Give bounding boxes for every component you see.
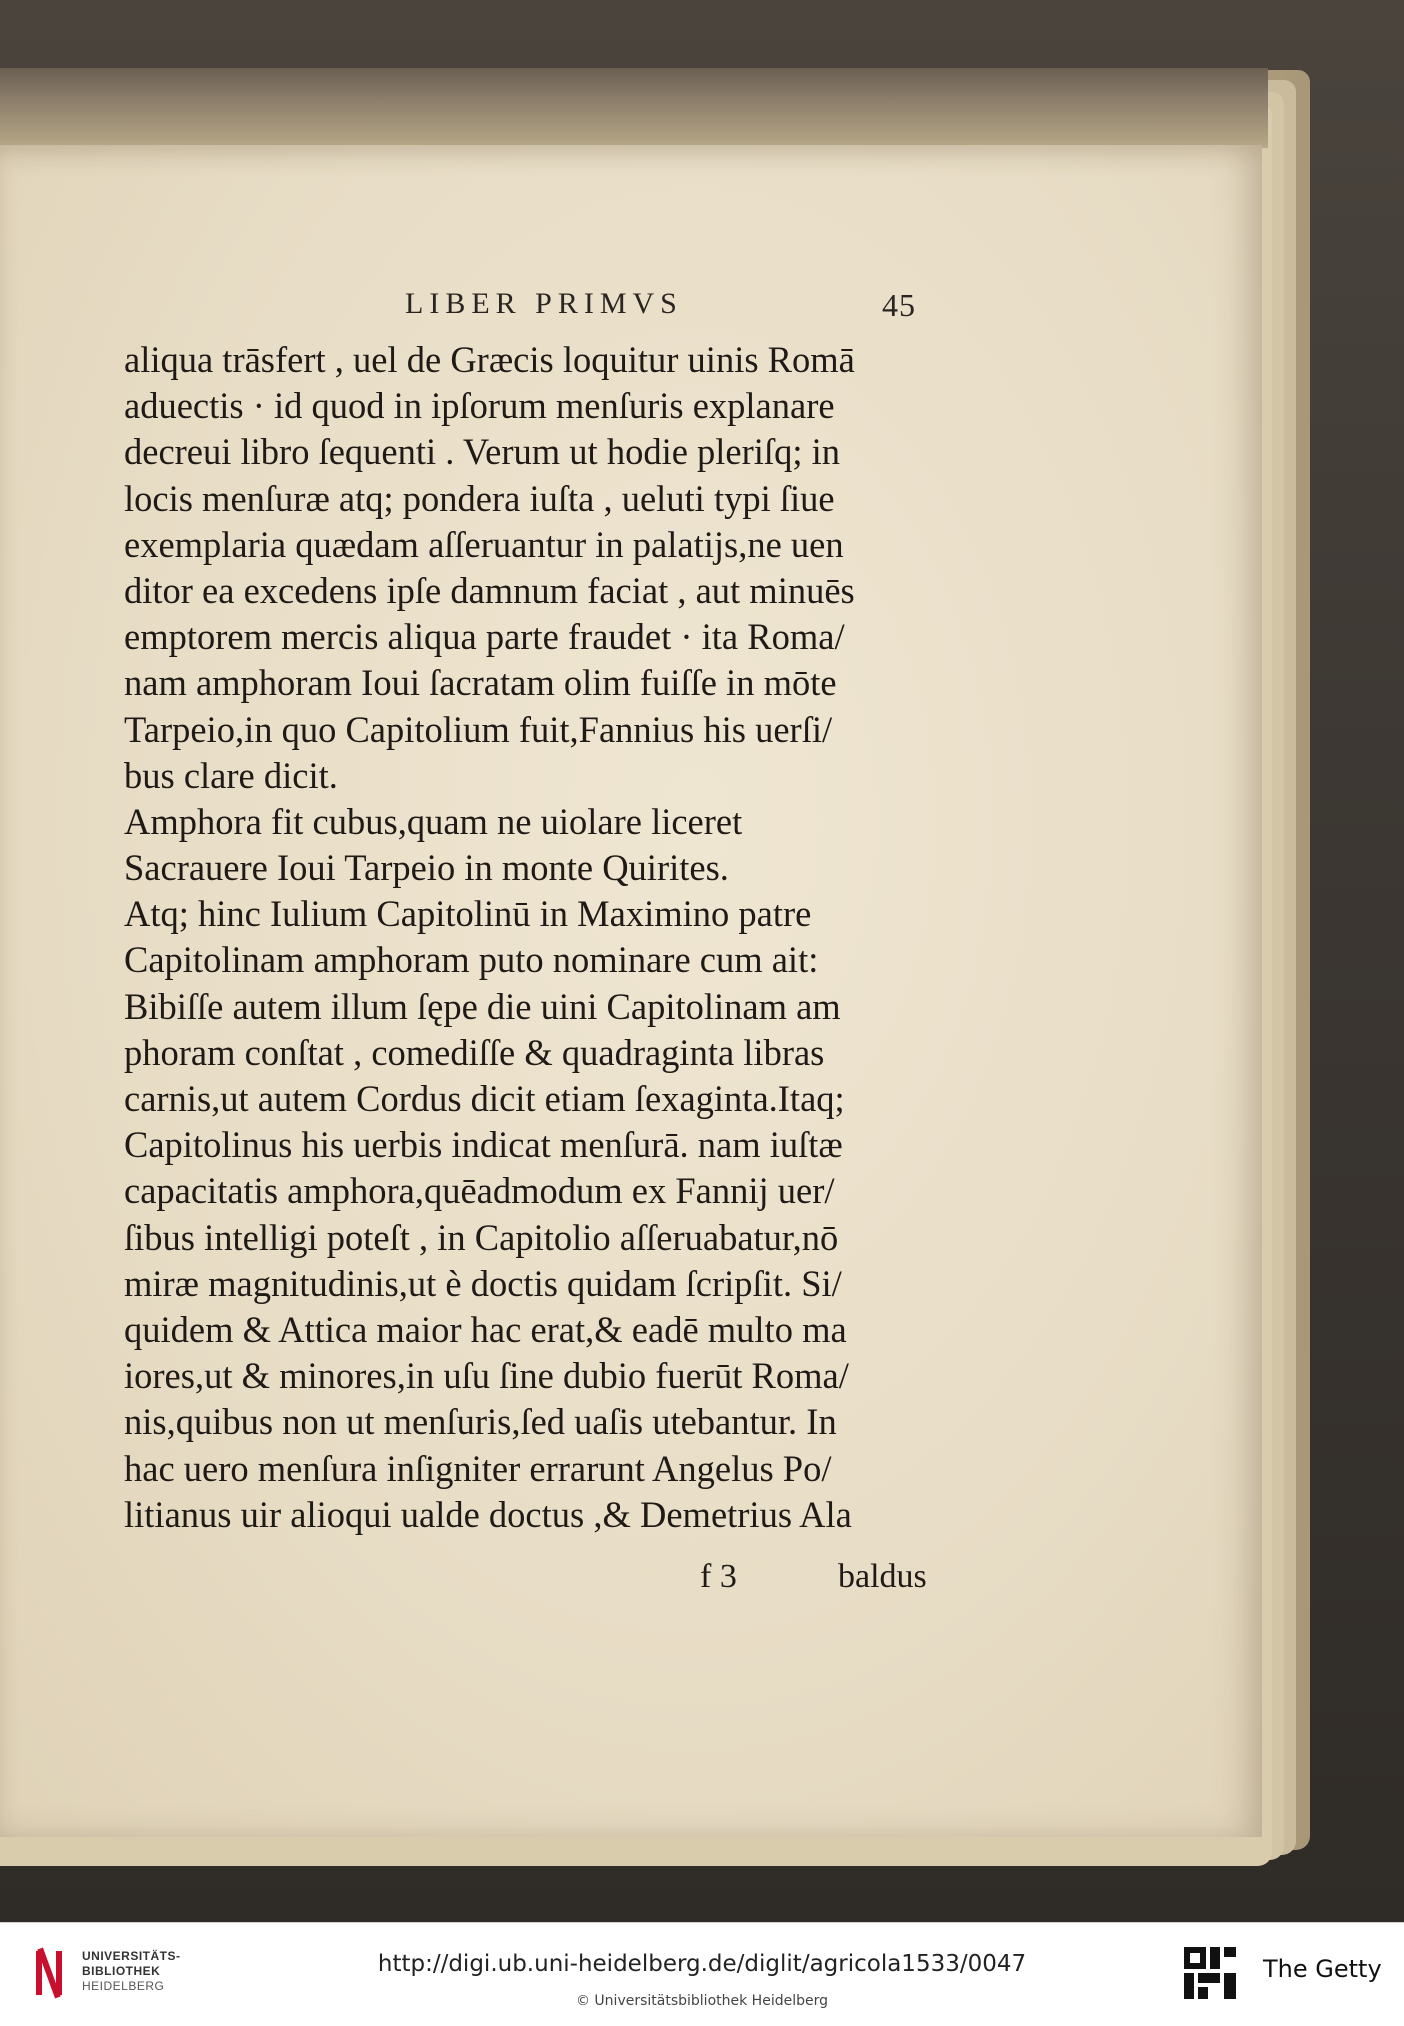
text-line: miræ magnitudinis,ut è doctis quidam ſcripſit. Si/ bbox=[124, 1262, 842, 1304]
page-top-edge bbox=[0, 68, 1268, 148]
text-line: aduectis · id quod in ipſorum menſuris explanare bbox=[124, 385, 835, 427]
text-line: bus clare dicit. bbox=[124, 754, 338, 796]
text-line: exemplaria quædam aſſeruantur in palatijs,ne uen bbox=[124, 523, 844, 565]
running-head bbox=[0, 287, 1404, 327]
text-line: locis menſuræ atq; pondera iuſta , ueluti typi ſiue bbox=[124, 477, 835, 519]
text-line: litianus uir alioqui ualde doctus ,& Demetrius Ala bbox=[124, 1493, 852, 1535]
text-line: capacitatis amphora,quēadmodum ex Fannij uer/ bbox=[124, 1170, 835, 1212]
library-name-line-3: HEIDELBERG bbox=[82, 1979, 165, 1993]
library-name-line-2: BIBLIOTHEK bbox=[82, 1964, 161, 1978]
text-line: nis,quibus non ut menſuris,ſed uaſis utebantur. In bbox=[124, 1401, 837, 1443]
text-line: iores,ut & minores,in uſu ſine dubio fuerūt Roma/ bbox=[124, 1355, 849, 1397]
running-head-title: LIBER PRIMVS bbox=[405, 287, 683, 320]
catchline bbox=[0, 1558, 1404, 1604]
text-line: nam amphoram Ioui ſacratam olim fuiſſe in mōte bbox=[124, 662, 837, 704]
text-line: emptorem mercis aliqua parte fraudet · ita Roma/ bbox=[124, 616, 845, 658]
page-number: 45 bbox=[882, 287, 916, 323]
text-line: carnis,ut autem Cordus dicit etiam ſexaginta.Itaq; bbox=[124, 1078, 845, 1119]
signature-mark: f 3 bbox=[700, 1558, 737, 1595]
text-line: Capitolinus his uerbis indicat menſurā. nam iuſtæ bbox=[124, 1124, 843, 1166]
viewer-footer bbox=[0, 1922, 1404, 2026]
text-line: Tarpeio,in quo Capitolium fuit,Fannius his uerſi/ bbox=[124, 708, 833, 750]
text-line: Sacrauere Ioui Tarpeio in monte Quirites. bbox=[124, 847, 729, 889]
text-line: hac uero menſura inſigniter errarunt Angelus Po/ bbox=[124, 1447, 832, 1489]
text-line: aliqua trāsfert , uel de Græcis loquitur uinis Romā bbox=[124, 339, 855, 380]
getty-label[interactable]: The Getty bbox=[1263, 1955, 1382, 1983]
text-line: quidem & Attica maior hac erat,& eadē multo ma bbox=[124, 1308, 847, 1350]
text-line: ditor ea excedens ipſe damnum faciat , aut minuēs bbox=[124, 569, 855, 611]
permalink-url[interactable]: http://digi.ub.uni-heidelberg.de/diglit/agricola1533/0047 bbox=[377, 1951, 1027, 1977]
text-line: phoram conſtat , comediſſe & quadraginta libras bbox=[124, 1031, 825, 1073]
copyright-notice: © Universitätsbibliothek Heidelberg bbox=[575, 1993, 828, 2009]
text-line: Capitolinam amphoram puto nominare cum ait: bbox=[124, 939, 819, 981]
text-line: Bibiſſe autem illum ſępe die uini Capitolinam am bbox=[124, 985, 841, 1027]
text-line: ſibus intelligi poteſt , in Capitolio aſſeruabatur,nō bbox=[124, 1216, 839, 1258]
text-line: decreui libro ſequenti . Verum ut hodie pleriſq; in bbox=[124, 431, 840, 473]
library-name-line-1: UNIVERSITÄTS- bbox=[82, 1949, 181, 1963]
getty-logo-icon[interactable] bbox=[1182, 1945, 1238, 2003]
catchword: baldus bbox=[838, 1558, 927, 1595]
text-line: Amphora fit cubus,quam ne uiolare liceret bbox=[124, 800, 743, 842]
text-line: Atq; hinc Iulium Capitolinū in Maximino patre bbox=[124, 893, 812, 935]
body-text bbox=[124, 337, 954, 1538]
